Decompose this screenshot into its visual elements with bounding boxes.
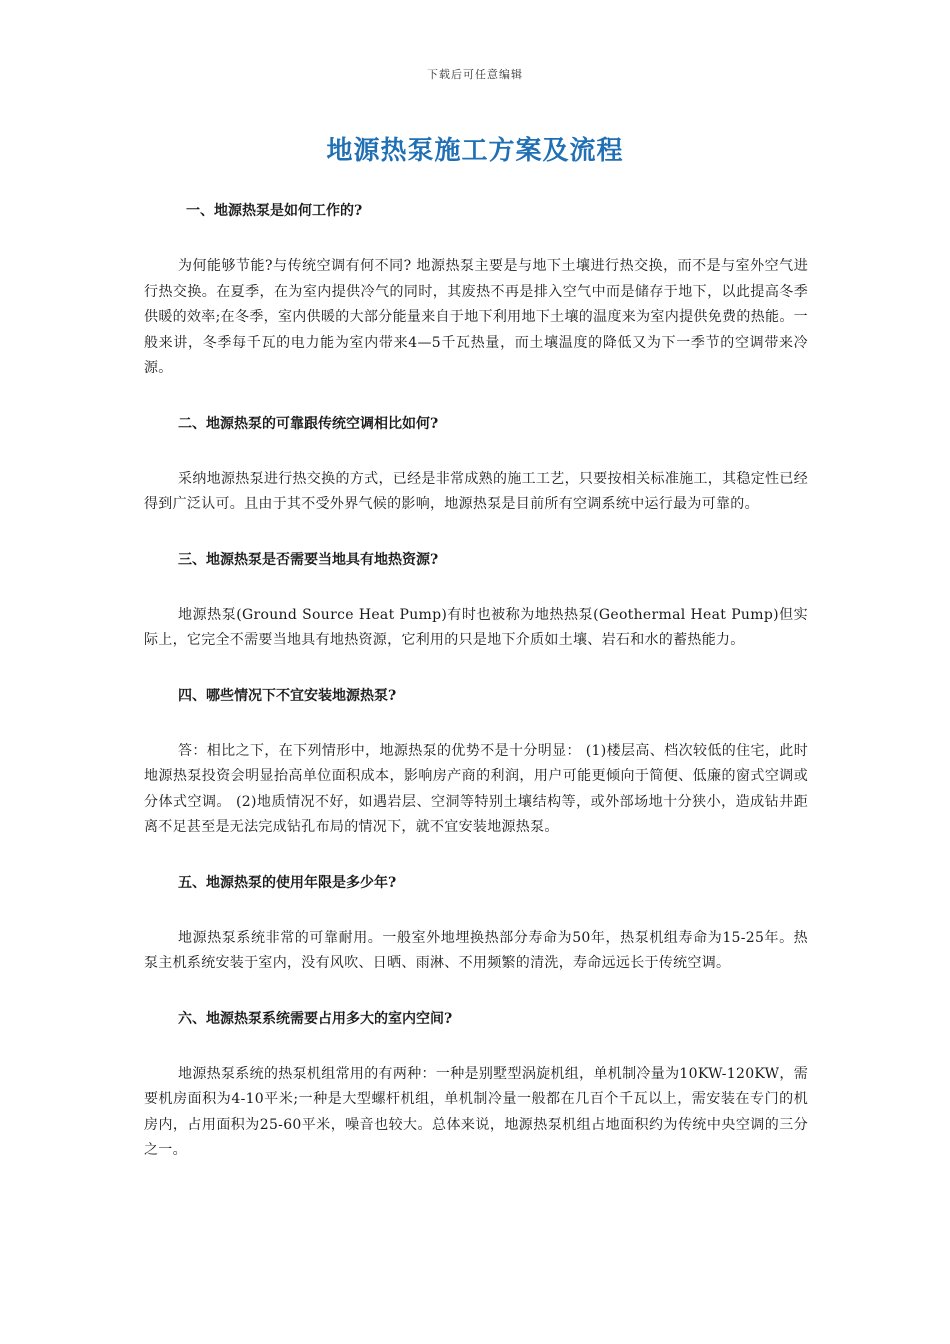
section-paragraph-1: 为何能够节能?与传统空调有何不同? 地源热泵主要是与地下土壤进行热交换，而不是与室外空气进行热交换。在夏季，在为室内提供冷气的同时，其废热不再是排入空气中而是储存于地下，以此提高冬季供暖的效率;在冬季，室内供暖的大部分能量来自于地下利用地下土壤的温度来为室内提供免费的热能。一般来讲，冬季每千瓦的电力能为室内带来4—5千瓦热量，而土壤温度的降低又为下一季节的空调带来冷源。 [144,258,808,376]
section-heading-2: 二、地源热泵的可靠跟传统空调相比如何? [178,415,439,432]
document-body [144,196,808,1164]
section-heading-1: 一、地源热泵是如何工作的? [186,203,363,219]
section-heading-6: 六、地源热泵系统需要占用多大的室内空间? [178,1010,453,1027]
section-paragraph-2: 采纳地源热泵进行热交换的方式，已经是非常成熟的施工工艺，只要按相关标准施工，其稳定性已经得到广泛认可。且由于其不受外界气候的影响，地源热泵是目前所有空调系统中运行最为可靠的。 [144,470,808,512]
section-heading-4: 四、哪些情况下不宜安装地源热泵? [178,687,397,704]
section-heading-3: 三、地源热泵是否需要当地具有地热资源? [178,551,439,568]
section-heading-5: 五、地源热泵的使用年限是多少年? [178,874,397,891]
header-note: 下载后可任意编辑 [427,68,523,81]
section-paragraph-4: 答：相比之下，在下列情形中，地源热泵的优势不是十分明显： (1)楼层高、档次较低的住宅，此时地源热泵投资会明显抬高单位面积成本，影响房产商的利润，用户可能更倾向于简便、低廉的窗式空调或分体式空调。 (2)地质情况不好，如遇岩层、空洞等特别土壤结构等，或外部场地十分狭小，造成钻井距离不足甚至是无法完成钻孔布局的情况下，就不宜安装地源热泵。 [144,742,808,835]
section-paragraph-5: 地源热泵系统非常的可靠耐用。一般室外地埋换热部分寿命为50年，热泵机组寿命为15-25年。热泵主机系统安装于室内，没有风吹、日晒、雨淋、不用频繁的清洗，寿命远远长于传统空调。 [144,929,808,971]
document-title: 地源热泵施工方案及流程 [326,136,624,166]
section-paragraph-3: 地源热泵(Ground Source Heat Pump)有时也被称为地热热泵(Geothermal Heat Pump)但实际上，它完全不需要当地具有地热资源，它利用的只是地下介质如土壤、岩石和水的蓄热能力。 [144,606,808,648]
section-paragraph-6: 地源热泵系统的热泵机组常用的有两种：一种是别墅型涡旋机组，单机制冷量为10KW-120KW，需要机房面积为4-10平米;一种是大型螺杆机组，单机制冷量一般都在几百个千瓦以上，需安装在专门的机房内，占用面积为25-60平米，噪音也较大。总体来说，地源热泵机组占地面积约为传统中央空调的三分之一。 [144,1065,808,1158]
